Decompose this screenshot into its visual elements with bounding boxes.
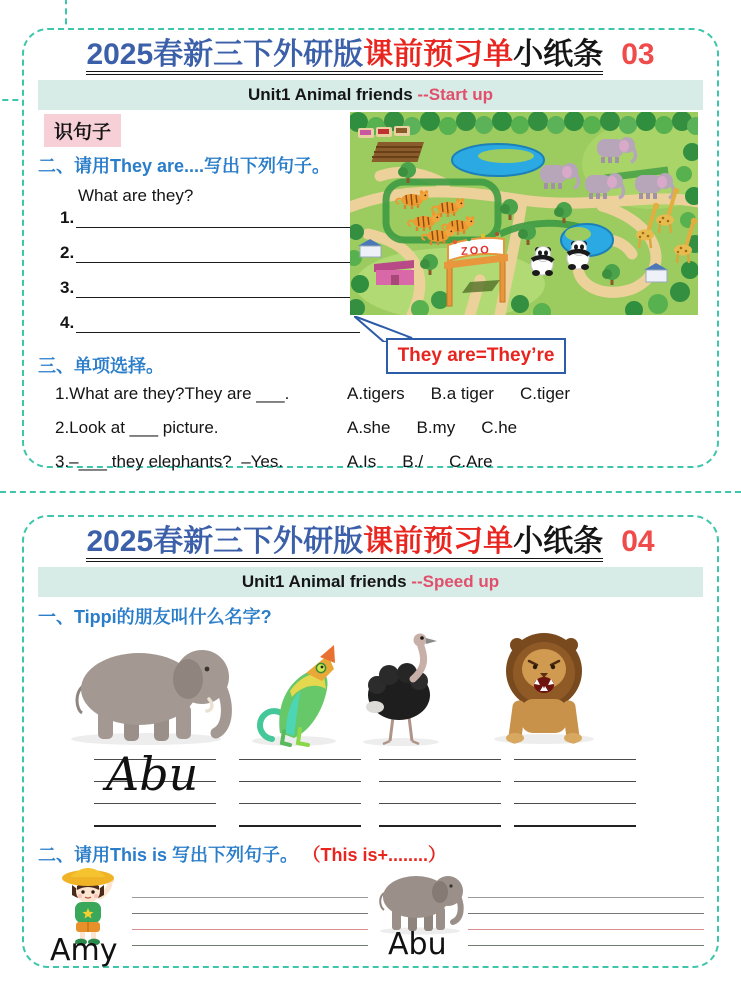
title-part-red: 课前预习单 — [363, 525, 514, 558]
writing-grid-4 — [514, 759, 636, 825]
sentence-lines-1 — [132, 897, 368, 945]
option-a: A.Is — [347, 452, 377, 471]
elephant-photo — [54, 633, 239, 747]
unit-stage: --Speed up — [411, 572, 500, 591]
sentence-lines-2 — [468, 897, 704, 945]
sheet-number: 04 — [621, 525, 655, 558]
callout-they-are: They are=They’re — [386, 338, 566, 374]
task2-hint: （This is+........） — [302, 845, 447, 865]
answer-blank-line — [76, 277, 360, 298]
unit-title: Unit1 Animal friends — [248, 85, 418, 104]
task2-prompt: What are they? — [78, 186, 194, 205]
choice-question-2 — [55, 418, 543, 438]
card1-title — [24, 35, 717, 75]
handwritten-answer-abu: Abu — [106, 747, 199, 801]
option-b: B.a tiger — [430, 384, 494, 403]
question-text: 1.What are they?They are ___. — [55, 384, 290, 403]
zoo-map-illustration — [350, 112, 698, 315]
answer-line-number: 4. — [60, 313, 75, 332]
label-abu: Abu — [388, 927, 447, 962]
answer-line-number: 1. — [60, 208, 75, 227]
answer-line-4 — [60, 311, 360, 333]
option-a: A.tigers — [347, 384, 405, 403]
zoo-gate-sign: ZOO — [460, 243, 492, 259]
task2-label: 二、请用They are....写出下列句子。 — [38, 156, 331, 176]
title-part-red: 课前预习单 — [363, 38, 514, 71]
choice-question-3 — [55, 452, 519, 472]
zoo-map-svg — [350, 112, 698, 315]
worksheet-card-03 — [22, 28, 719, 471]
question-text: 3.–___ they elephants? –Yes. — [55, 452, 284, 471]
option-b: B./ — [402, 452, 424, 471]
option-c: C.Are — [449, 452, 493, 471]
task1-label: 一、Tippi的朋友叫什么名字? — [38, 607, 272, 627]
answer-line-number: 3. — [60, 278, 75, 297]
answer-line-1 — [60, 206, 360, 228]
title-part-black: 小纸条 — [513, 38, 604, 71]
card2-body — [24, 597, 717, 966]
worksheet-card-04 — [22, 515, 719, 968]
chameleon-photo — [242, 637, 347, 747]
answer-blank-line — [76, 207, 360, 228]
sheet-number: 03 — [621, 38, 655, 71]
card1-unit-banner — [38, 80, 703, 110]
choice-question-1 — [55, 384, 596, 404]
label-amy: Amy — [50, 933, 118, 968]
elephant-abu-illustration — [372, 865, 468, 935]
answer-blank-line — [76, 242, 360, 263]
unit-stage: --Start up — [417, 85, 493, 104]
writing-grid-2 — [239, 759, 361, 825]
card2-unit-banner — [38, 567, 703, 597]
title-part-blue: 2025春新三下外研版 — [86, 525, 364, 558]
card1-title-main — [86, 38, 603, 75]
answer-line-3 — [60, 276, 360, 298]
cut-separator-line — [0, 491, 741, 493]
option-c: C.tiger — [519, 384, 571, 403]
writing-grid-1 — [94, 747, 216, 825]
answer-line-2 — [60, 241, 360, 263]
lion-photo — [479, 627, 609, 745]
card2-title — [24, 522, 717, 562]
option-b: B.my — [416, 418, 456, 437]
section-badge: 识句子 — [44, 114, 121, 147]
task2-label: 二、请用This is 写出下列句子。 — [38, 845, 299, 865]
question-text: 2.Look at ___ picture. — [55, 418, 219, 437]
answer-blank-line — [76, 312, 360, 333]
card1-body — [24, 110, 717, 471]
writing-grid-3 — [379, 759, 501, 825]
answer-line-number: 2. — [60, 243, 75, 262]
title-part-black: 小纸条 — [513, 525, 604, 558]
option-c: C.he — [481, 418, 518, 437]
task3-label: 三、单项选择。 — [38, 356, 164, 376]
title-part-blue: 2025春新三下外研版 — [86, 38, 364, 71]
card2-title-main — [86, 525, 603, 562]
ostrich-photo — [349, 627, 459, 747]
unit-title: Unit1 Animal friends — [241, 572, 412, 591]
option-a: A.she — [347, 418, 391, 437]
